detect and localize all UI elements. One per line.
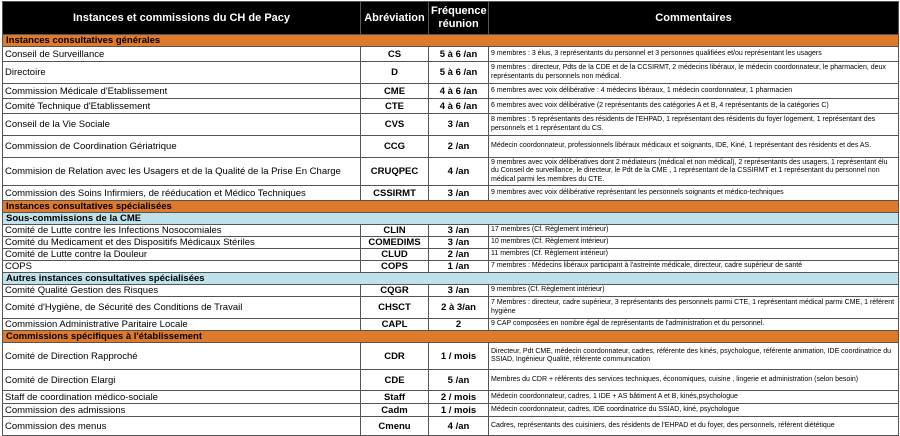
instance-name-cell: Comité de Lutte contre la Douleur — [3, 249, 361, 261]
table-row — [3, 237, 899, 249]
section-header-row — [3, 201, 899, 213]
frequency-cell: 5 à 6 /an — [429, 62, 489, 84]
comment-cell: 10 membres (Cf. Règlement intérieur) — [489, 237, 899, 249]
frequency-cell: 2 /an — [429, 249, 489, 261]
table-row — [3, 225, 899, 237]
table-row — [3, 62, 899, 84]
instance-name-cell: Commission des menus — [3, 417, 361, 436]
comment-cell: 7 Membres : directeur, cadre supérieur, 3 représentants des personnels parmi CTE, 1 représentant médical parmi CME, 1 référent hygiène — [489, 297, 899, 319]
table-row — [3, 186, 899, 201]
instance-name-cell: Comité d'Hygiène, de Sécurité des Conditions de Travail — [3, 297, 361, 319]
section-header-row — [3, 331, 899, 343]
instance-name-cell: Comité Technique d'Etablissement — [3, 99, 361, 114]
header-abbreviation: Abréviation — [361, 2, 429, 35]
abbreviation-cell: CVS — [361, 114, 429, 136]
frequency-cell: 4 à 6 /an — [429, 99, 489, 114]
frequency-cell: 3 /an — [429, 237, 489, 249]
frequency-cell: 3 /an — [429, 285, 489, 297]
frequency-cell: 5 /an — [429, 370, 489, 391]
table-row — [3, 319, 899, 331]
frequency-cell: 2 / mois — [429, 391, 489, 404]
frequency-cell: 1 /an — [429, 261, 489, 273]
header-comments: Commentaires — [489, 2, 899, 35]
comment-cell: Membres du CDR + référents des services techniques, économiques, cuisine , lingerie et administration (selon besoin) — [489, 370, 899, 391]
frequency-cell: 1 / mois — [429, 404, 489, 417]
abbreviation-cell: Cmenu — [361, 417, 429, 436]
frequency-cell: 2 /an — [429, 136, 489, 158]
instance-name-cell: Comité du Medicament et des Dispositifs Médicaux Stériles — [3, 237, 361, 249]
abbreviation-cell: CAPL — [361, 319, 429, 331]
comment-cell: 9 membres avec voix délibérative représentant les personnels soignants et médico-techniques — [489, 186, 899, 201]
instance-name-cell: Directoire — [3, 62, 361, 84]
abbreviation-cell: CRUQPEC — [361, 158, 429, 186]
table-row — [3, 417, 899, 436]
comment-cell: 7 membres : Médecins libéraux participant à l'astreinte médicale, directeur, cadre supérieur de santé — [489, 261, 899, 273]
comment-cell: Directeur, Pdt CME, médecin coordonnateur, cadres, référente des kinés, psychologue, référente animation, IDE coordinatrice du SSIAD, Ingénieur Qualité, référente communication — [489, 343, 899, 370]
instance-name-cell: Comité de Lutte contre les Infections Nosocomiales — [3, 225, 361, 237]
table-row — [3, 261, 899, 273]
frequency-cell: 3 /an — [429, 225, 489, 237]
abbreviation-cell: CDR — [361, 343, 429, 370]
table-row — [3, 285, 899, 297]
comment-cell: 8 membres : 5 représentants des résidents de l'EHPAD, 1 représentant des résidents du foyer logement, 1 représentant des personnels et 1 représentant du CS. — [489, 114, 899, 136]
abbreviation-cell: Cadm — [361, 404, 429, 417]
table-row — [3, 84, 899, 99]
instance-name-cell: Commission Administrative Paritaire Locale — [3, 319, 361, 331]
instance-name-cell: Comité Qualité Gestion des Risques — [3, 285, 361, 297]
frequency-cell: 2 — [429, 319, 489, 331]
frequency-cell: 5 à 6 /an — [429, 47, 489, 62]
comment-cell: 9 membres : directeur, Pdts de la CDE et de la CCSIRMT, 2 médecins libéraux, le médecin coordonnateur, le pharmacien, deux représentants du personnels non médical. — [489, 62, 899, 84]
table-row — [3, 249, 899, 261]
comment-cell: 11 membres (Cf. Règlement intérieur) — [489, 249, 899, 261]
table-row — [3, 343, 899, 370]
section-title: Sous-commissions de la CME — [3, 213, 899, 225]
header-frequency-line2: réunion — [438, 18, 479, 30]
instance-name-cell: Commission des admissions — [3, 404, 361, 417]
comment-cell: 17 membres (Cf. Règlement intérieur) — [489, 225, 899, 237]
comment-cell: 9 membres : 3 élus, 3 représentants du personnel et 3 personnes qualifiées et/ou représentant les usagers — [489, 47, 899, 62]
instance-name-cell: Conseil de la Vie Sociale — [3, 114, 361, 136]
section-title: Autres instances consultatives spécialisées — [3, 273, 899, 285]
table-body — [3, 35, 899, 436]
instance-name-cell: Commision de Relation avec les Usagers et de la Qualité de la Prise En Charge — [3, 158, 361, 186]
table-row — [3, 114, 899, 136]
table-row — [3, 370, 899, 391]
instance-name-cell: Commission de Coordination Gériatrique — [3, 136, 361, 158]
header-instance: Instances et commissions du CH de Pacy — [3, 2, 361, 35]
table-row — [3, 99, 899, 114]
instance-name-cell: Staff de coordination médico-sociale — [3, 391, 361, 404]
instance-name-cell: Conseil de Surveillance — [3, 47, 361, 62]
comment-cell: Médecin coordonnateur, cadres, 1 IDE + AS bâtiment A et B, kinés,psychologue — [489, 391, 899, 404]
section-title: Commissions spécifiques à l'établissement — [3, 331, 899, 343]
instance-name-cell: Comité de Direction Rapproché — [3, 343, 361, 370]
comment-cell: 9 membres avec voix délibératives dont 2 médiateurs (médical et non médical), 2 représentants des usagers, 1 représentant élu du Conseil de surveillance, le directeur, le Pdt de la CME , 1 représentant de la CSSIRMT et 1 représentant du personnel non médical parmi les membres du CTE. — [489, 158, 899, 186]
instance-name-cell: Commission Médicale d'Etablissement — [3, 84, 361, 99]
abbreviation-cell: CSSIRMT — [361, 186, 429, 201]
comment-cell: 6 membres avec voix délibérative : 4 médecins libéraux, 1 médecin coordonnateur, 1 pharmacien — [489, 84, 899, 99]
comment-cell: 9 CAP composées en nombre égal de représentants de l'administration et du personnel. — [489, 319, 899, 331]
table-row — [3, 158, 899, 186]
comment-cell: 9 membres (Cf. Règlement intérieur) — [489, 285, 899, 297]
frequency-cell: 2 à 3/an — [429, 297, 489, 319]
header-frequency-line1: Fréquence — [431, 5, 487, 17]
abbreviation-cell: CQGR — [361, 285, 429, 297]
abbreviation-cell: CHSCT — [361, 297, 429, 319]
table-row — [3, 47, 899, 62]
instance-name-cell: COPS — [3, 261, 361, 273]
abbreviation-cell: CTE — [361, 99, 429, 114]
comment-cell: Cadres, représentants des cuisiniers, des résidents de l'EHPAD et du foyer, des personnels, référent diététique — [489, 417, 899, 436]
table-header-row — [3, 2, 899, 35]
abbreviation-cell: Staff — [361, 391, 429, 404]
table-row — [3, 136, 899, 158]
frequency-cell: 4 /an — [429, 417, 489, 436]
abbreviation-cell: CME — [361, 84, 429, 99]
instance-name-cell: Commission des Soins Infirmiers, de rééducation et Médico Techniques — [3, 186, 361, 201]
comment-cell: Médecin coordonnateur, cadres, IDE coordinatrice du SSIAD, kiné, psychologue — [489, 404, 899, 417]
abbreviation-cell: COPS — [361, 261, 429, 273]
section-title: Instances consultatives spécialisées — [3, 201, 899, 213]
frequency-cell: 4 à 6 /an — [429, 84, 489, 99]
instances-table — [2, 1, 899, 436]
abbreviation-cell: D — [361, 62, 429, 84]
instance-name-cell: Comité de Direction Elargi — [3, 370, 361, 391]
section-header-row — [3, 273, 899, 285]
frequency-cell: 3 /an — [429, 186, 489, 201]
comment-cell: 6 membres avec voix délibérative (2 représentants des catégories A et B, 4 représentants de la catégories C) — [489, 99, 899, 114]
section-header-row — [3, 35, 899, 47]
abbreviation-cell: CLIN — [361, 225, 429, 237]
abbreviation-cell: CS — [361, 47, 429, 62]
comment-cell: Médecin coordonnateur, professionnels libéraux médicaux et soignants, IDE, Kiné, 1 représentant des résidents et des AS. — [489, 136, 899, 158]
table-row — [3, 391, 899, 404]
section-title: Instances consultatives générales — [3, 35, 899, 47]
abbreviation-cell: CLUD — [361, 249, 429, 261]
frequency-cell: 3 /an — [429, 114, 489, 136]
abbreviation-cell: CDE — [361, 370, 429, 391]
frequency-cell: 1 / mois — [429, 343, 489, 370]
abbreviation-cell: CCG — [361, 136, 429, 158]
frequency-cell: 4 /an — [429, 158, 489, 186]
header-frequency — [429, 2, 489, 35]
table-row — [3, 404, 899, 417]
abbreviation-cell: COMEDIMS — [361, 237, 429, 249]
section-header-row — [3, 213, 899, 225]
table-row — [3, 297, 899, 319]
